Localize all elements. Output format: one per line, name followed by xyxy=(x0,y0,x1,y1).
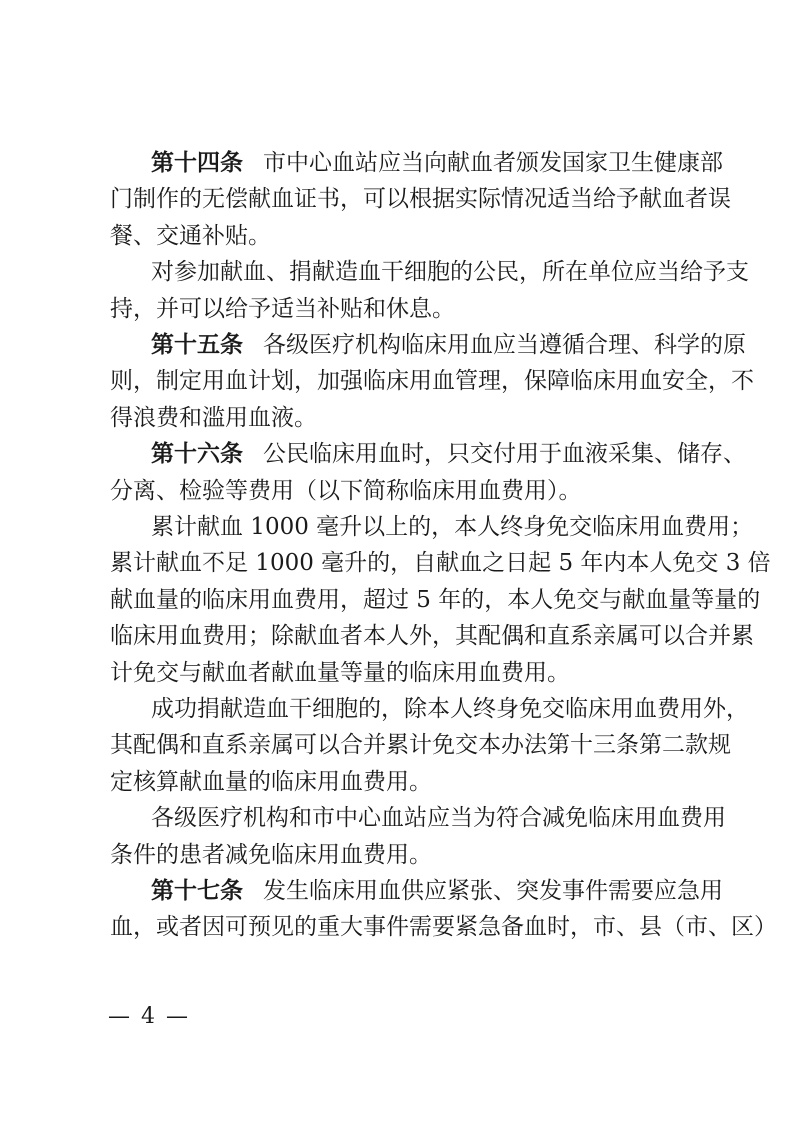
article-16-line-2: 分离、检验等费用（以下简称临床用血费用）。 xyxy=(110,478,582,504)
article-14-para-2-line-1: 对参加献血、捐献造血干细胞的公民，所在单位应当给予支 xyxy=(151,259,749,285)
article-16-para-3-line-3: 定核算献血量的临床用血费用。 xyxy=(110,769,432,795)
article-16-para-2-line-2: 累计献血不足 1000 毫升的，自献血之日起 5 年内本人免交 3 倍 xyxy=(110,550,771,576)
article-14-text: 市中心血站应当向献血者颁发国家卫生健康部 xyxy=(263,150,723,176)
article-16-para-2-line-4: 临床用血费用；除献血者本人外，其配偶和直系亲属可以合并累 xyxy=(110,623,754,649)
article-14-para-2-line-2: 持，并可以给予适当补贴和休息。 xyxy=(110,296,455,322)
article-16-para-3-line-1: 成功捐献造血干细胞的，除本人终身免交临床用血费用外， xyxy=(151,696,749,722)
article-15-line-2: 则，制定用血计划，加强临床用血管理，保障临床用血安全，不 xyxy=(110,368,754,394)
article-16-para-4-line-2: 条件的患者减免临床用血费用。 xyxy=(110,842,432,868)
article-17-line-2: 血，或者因可预见的重大事件需要紧急备血时，市、县（市、区） xyxy=(110,914,777,940)
article-17-text: 发生临床用血供应紧张、突发事件需要应急用 xyxy=(263,878,723,904)
article-16-para-2-line-3: 献血量的临床用血费用，超过 5 年的，本人免交与献血量等量的 xyxy=(110,587,761,613)
article-16-para-4-line-1: 各级医疗机构和市中心血站应当为符合减免临床用血费用 xyxy=(151,805,726,831)
article-15-label: 第十五条 xyxy=(151,331,243,358)
article-14-line-2: 门制作的无偿献血证书，可以根据实际情况适当给予献血者误 xyxy=(110,186,731,212)
article-15-line-3: 得浪费和滥用血液。 xyxy=(110,405,317,431)
article-16-para-3-line-2: 其配偶和直系亲属可以合并累计免交本办法第十三条第二款规 xyxy=(110,732,731,758)
article-14-line-3: 餐、交通补贴。 xyxy=(110,223,271,249)
article-15-text: 各级医疗机构临床用血应当遵循合理、科学的原 xyxy=(263,332,746,358)
article-17-label: 第十七条 xyxy=(151,877,243,904)
article-16-label: 第十六条 xyxy=(151,440,243,467)
page-number: — 4 — xyxy=(108,1004,190,1029)
article-16-text: 公民临床用血时，只交付用于血液采集、储存、 xyxy=(263,441,746,467)
article-16-para-2-line-1: 累计献血 1000 毫升以上的，本人终身免交临床用血费用； xyxy=(151,514,754,540)
article-14-label: 第十四条 xyxy=(151,149,243,176)
article-16-para-2-line-5: 计免交与献血者献血量等量的临床用血费用。 xyxy=(110,660,570,686)
